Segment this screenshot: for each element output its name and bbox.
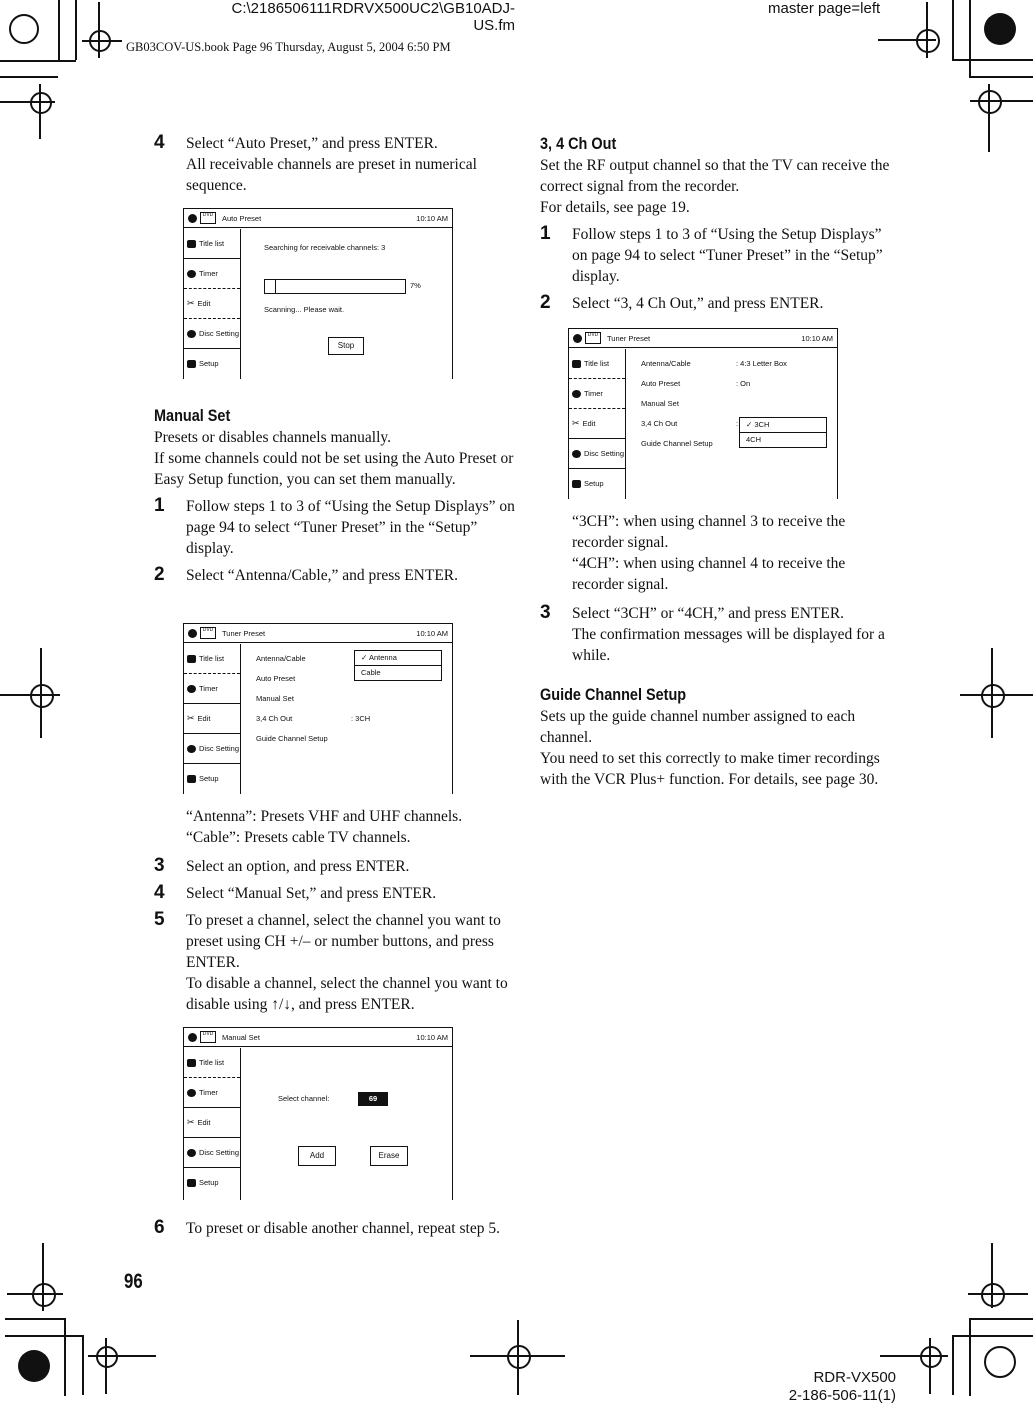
crop-line [970,100,1033,102]
crop-line [0,694,60,696]
crop-line [7,1293,63,1295]
screen-manual-set [183,1027,453,1200]
crop-line [969,0,971,76]
screen-tuner-preset-ch-out [568,328,838,499]
step-3 [154,856,516,877]
crop-line [952,1335,954,1395]
step-number: 2 [540,292,551,313]
sidebar-item-disc-setting[interactable] [184,1138,240,1168]
searching-text [264,243,385,252]
paragraph: Sets up the guide channel number assigned to each channel. [540,708,856,746]
note-4ch: “4CH”: when using channel 4 to receive the recorder signal. [572,555,846,593]
screen-time: 10:10 AM [416,628,448,638]
screen-sidebar [184,1048,241,1200]
screen-titlebar [184,1028,452,1047]
screen-time: 10:10 AM [801,333,833,343]
sidebar-label: Edit [197,714,211,723]
step-3 [540,603,900,666]
step-text: To preset or disable another channel, repeat step 5. [186,1220,500,1237]
crop-line [969,1318,1033,1320]
crop-line [82,1335,84,1395]
step-number: 5 [154,909,165,930]
setting-auto-preset[interactable]: Auto Preset [641,379,681,388]
crosshair-icon [916,29,940,53]
sidebar-item-title-list[interactable] [569,349,625,379]
crop-line [0,101,55,103]
crop-line [926,2,928,58]
step-number: 1 [540,223,551,244]
step-text: Select “Antenna/Cable,” and press ENTER. [186,567,459,584]
sidebar-label: Setup [199,1178,219,1187]
sidebar-item-disc-setting[interactable] [569,439,625,469]
sidebar-item-disc-setting[interactable] [184,734,240,764]
model-number: RDR-VX500 [813,1369,896,1386]
note-3ch: “3CH”: when using channel 3 to receive the recorder signal. [572,513,846,551]
select-channel-label: Select channel: [278,1094,330,1103]
sidebar-item-edit[interactable] [184,1108,240,1138]
erase-button[interactable]: Erase [370,1146,408,1166]
crop-line [5,1335,83,1337]
step-text: Select “3CH” or “4CH,” and press ENTER. [572,605,845,622]
sidebar-item-timer[interactable] [184,1078,240,1108]
setting-manual-set[interactable]: Manual Set [641,399,679,408]
disc-setting-icon [572,450,581,458]
sidebar-label: Disc Setting [199,744,240,753]
crop-line [40,648,42,738]
progress-fill [265,280,276,293]
crop-line [42,1243,44,1311]
crop-line [969,1318,971,1396]
screen-time: 10:10 AM [416,213,448,223]
crop-line [64,1318,66,1396]
crop-line [991,648,993,738]
sidebar-item-title-list[interactable] [184,644,240,674]
setting-guide-channel[interactable]: Guide Channel Setup [256,734,328,743]
crop-line [960,694,1033,696]
progress-bar [264,279,406,294]
sidebar-label: Timer [199,269,218,278]
rosette-icon [18,1350,50,1382]
channel-value: 69 [368,1094,378,1103]
step-text: To preset a channel, select the channel you want to preset using CH +/– or number buttons, and press ENTER. [186,912,501,971]
edit-icon: ✂ [187,713,195,723]
sidebar-label: Edit [197,1118,211,1127]
setup-icon [187,775,196,783]
screen-titlebar [184,624,452,643]
crosshair-icon [978,90,1002,114]
option-4ch[interactable]: 4CH [746,435,762,444]
sidebar-label: Timer [199,684,218,693]
sidebar-label: Timer [199,1088,218,1097]
step-number: 4 [154,882,165,903]
paragraph: Presets or disables channels manually. [154,429,392,446]
left-column [154,133,516,196]
step-number: 4 [154,132,165,153]
section-heading: 3, 4 Ch Out [540,134,617,153]
section-heading: Guide Channel Setup [540,685,687,704]
sidebar-label: Title list [584,359,610,368]
sidebar-item-edit[interactable] [184,704,240,734]
step-5 [154,910,516,1015]
timer-icon [572,390,581,398]
disc-icon [188,214,197,223]
crop-line [82,40,122,42]
crosshair-icon [30,92,52,114]
screen-sidebar [569,349,626,499]
paragraph: If some channels could not be set using the Auto Preset or Easy Setup function, you can set them manually. [154,450,514,488]
screen-main [244,1052,448,1200]
searching-label: Searching for receivable channels: [264,243,380,252]
crosshair-icon [981,684,1005,708]
sidebar-label: Title list [199,239,225,248]
sidebar-item-disc-setting[interactable] [184,319,240,349]
file-path-line2: US.fm [473,17,515,34]
part-number: 2-186-506-11(1) [788,1387,896,1404]
progress-percent: 7% [410,281,421,290]
screen-sidebar [184,229,241,379]
dvd-logo-icon: DVD [200,1031,216,1043]
sidebar-item-timer[interactable] [569,379,625,409]
sidebar-item-setup[interactable] [184,349,240,378]
crop-line [0,76,58,78]
screen-time: 10:10 AM [416,1032,448,1042]
sidebar-label: Title list [199,654,225,663]
step-1 [154,496,516,559]
step-2 [154,565,516,586]
step-6 [154,1218,516,1239]
sidebar-label: Edit [197,299,211,308]
crop-line [39,84,41,139]
dvd-logo-icon: DVD [585,332,601,344]
setting-manual-set[interactable]: Manual Set [256,694,294,703]
sidebar-item-edit[interactable] [184,289,240,319]
dvd-logo-icon: DVD [200,212,216,224]
setting-ch-out-colon: : [736,419,739,428]
file-path-line1: C:\2186506111RDRVX500UC2\GB10ADJ- [231,0,515,17]
step-1 [540,224,900,287]
crop-line [968,1293,1028,1295]
sidebar-label: Setup [199,774,219,783]
step-text: Select “Manual Set,” and press ENTER. [186,885,437,902]
stop-button[interactable]: Stop [328,337,364,355]
sidebar-item-timer[interactable] [184,674,240,704]
crosshair-icon [32,1283,56,1307]
step-text: Follow steps 1 to 3 of “Using the Setup Displays” on page 94 to select “Tuner Preset” in the “Setup” display. [572,226,883,285]
crop-line [517,1320,519,1395]
add-button[interactable]: Add [298,1146,336,1166]
step-4 [154,883,516,904]
option-cable[interactable]: Cable [361,668,381,677]
title-list-icon [187,240,196,248]
option-antenna[interactable]: ✓ Antenna [355,651,441,666]
option-3ch[interactable]: ✓ 3CH [740,418,826,433]
sidebar-item-timer[interactable] [184,259,240,289]
setting-ch-out-value: : 3CH [351,714,371,723]
crosshair-icon [96,1346,118,1368]
sidebar-label: Setup [199,359,219,368]
setup-icon [187,1179,196,1187]
ch-out-section [540,133,900,314]
screen-sidebar [184,644,241,794]
paragraph: Set the RF output channel so that the TV can receive the correct signal from the recorder. [540,157,890,195]
section-heading: Manual Set [154,406,231,425]
rosette-icon [9,14,39,44]
crop-line [952,0,954,60]
crop-line [105,1338,107,1394]
step-text: Select “3, 4 Ch Out,” and press ENTER. [572,295,824,312]
step-subtext: All receivable channels are preset in numerical sequence. [186,156,477,194]
crop-line [5,1318,65,1320]
screen-main [244,648,448,794]
searching-count: 3 [381,243,386,252]
crop-line [0,60,76,62]
note-cable: “Cable”: Presets cable TV channels. [186,829,411,846]
title-list-icon [187,655,196,663]
crosshair-icon [507,1345,531,1369]
sidebar-label: Disc Setting [199,329,240,338]
step-number: 6 [154,1217,165,1238]
title-list-icon [572,360,581,368]
setting-ch-out[interactable]: 3,4 Ch Out [256,714,293,723]
crop-line [75,0,77,60]
screen-titlebar [184,209,452,228]
disc-setting-icon [187,745,196,753]
manual-set-section [154,405,516,586]
step-text: To disable a channel, select the channel you want to disable using ↑/↓, and press ENTER. [186,975,508,1013]
disc-icon [188,629,197,638]
step-text: Select an option, and press ENTER. [186,858,410,875]
disc-setting-icon [187,330,196,338]
setup-icon [572,480,581,488]
edit-icon: ✂ [187,1117,195,1127]
scan-status: Scanning... Please wait. [264,305,345,314]
sidebar-item-title-list[interactable] [184,1048,240,1078]
crop-line [952,59,1033,61]
crop-line [929,1338,931,1394]
setting-auto-preset[interactable]: Auto Preset [256,674,296,683]
dvd-logo-icon: DVD [200,627,216,639]
sidebar-label: Edit [582,419,596,428]
note-antenna: “Antenna”: Presets VHF and UHF channels. [186,808,463,825]
timer-icon [187,270,196,278]
footer-model [760,1369,896,1405]
crop-line [991,1243,993,1308]
sidebar-item-title-list[interactable] [184,229,240,259]
crop-line [952,1335,1033,1337]
setting-ch-out[interactable]: 3,4 Ch Out [641,419,678,428]
disc-icon [573,334,582,343]
sidebar-label: Title list [199,1058,225,1067]
sidebar-label: Timer [584,389,603,398]
rosette-icon [984,1346,1016,1378]
setup-icon [187,360,196,368]
channel-selector[interactable] [358,1092,388,1106]
step-2 [540,293,900,314]
sidebar-item-edit[interactable] [569,409,625,439]
screen-titlebar [569,329,837,348]
sidebar-label: Setup [584,479,604,488]
crop-line [880,1355,948,1357]
screen-title: Tuner Preset [607,333,651,343]
step-number: 3 [154,855,165,876]
screen-main [629,353,833,499]
antenna-cable-dropdown [354,650,442,681]
ch-out-notes [540,511,900,666]
step-4-auto-preset [154,133,516,196]
screen-auto-preset [183,208,453,379]
screen-title: Manual Set [222,1032,260,1042]
file-path [150,0,515,34]
paragraph: For details, see page 19. [540,199,690,216]
crosshair-icon [981,1283,1005,1307]
rosette-icon [984,13,1016,45]
edit-icon: ✂ [572,418,580,428]
crop-line [988,84,990,152]
sidebar-item-setup[interactable] [184,764,240,793]
title-list-icon [187,1059,196,1067]
sidebar-label: Disc Setting [584,449,625,458]
antenna-steps [154,806,516,1015]
crop-line [88,1355,156,1357]
step-number: 1 [154,495,165,516]
timer-icon [187,1089,196,1097]
screen-title: Auto Preset [222,213,262,223]
screen-tuner-preset-antenna [183,623,453,794]
crop-line [58,0,60,60]
sidebar-label: Disc Setting [199,1148,240,1157]
setting-auto-preset-value: : On [736,379,751,388]
setting-antenna-cable-value: : 4:3 Letter Box [736,359,787,368]
step-text: Select “Auto Preset,” and press ENTER. [186,135,438,152]
disc-setting-icon [187,1149,196,1157]
sidebar-item-setup[interactable] [184,1168,240,1197]
step-text: Follow steps 1 to 3 of “Using the Setup Displays” on page 94 to select “Tuner Preset” in the “Setup” display. [186,498,515,557]
screen-title: Tuner Preset [222,628,266,638]
paragraph: You need to set this correctly to make timer recordings with the VCR Plus+ function. For details, see page 30. [540,750,880,788]
step-number: 2 [154,564,165,585]
master-page-label: master page=left [768,0,881,17]
step-6-block [154,1218,516,1239]
disc-icon [188,1033,197,1042]
crosshair-icon [30,684,54,708]
book-info: GB03COV-US.book Page 96 Thursday, August 5, 2004 6:50 PM [126,40,451,54]
page-number: 96 [124,1270,143,1293]
setting-antenna-cable[interactable]: Antenna/Cable [641,359,691,368]
timer-icon [187,685,196,693]
ch-out-dropdown [739,417,827,448]
step-number: 3 [540,602,551,623]
setting-guide-channel[interactable]: Guide Channel Setup [641,439,713,448]
edit-icon: ✂ [187,298,195,308]
sidebar-item-setup[interactable] [569,469,625,498]
screen-main [244,233,448,379]
crosshair-icon [920,1346,942,1368]
guide-channel-section [540,684,900,790]
step-subtext: The confirmation messages will be displayed for a while. [572,626,885,664]
setting-antenna-cable[interactable]: Antenna/Cable [256,654,306,663]
crop-line [969,76,1033,78]
crop-line [98,2,100,58]
